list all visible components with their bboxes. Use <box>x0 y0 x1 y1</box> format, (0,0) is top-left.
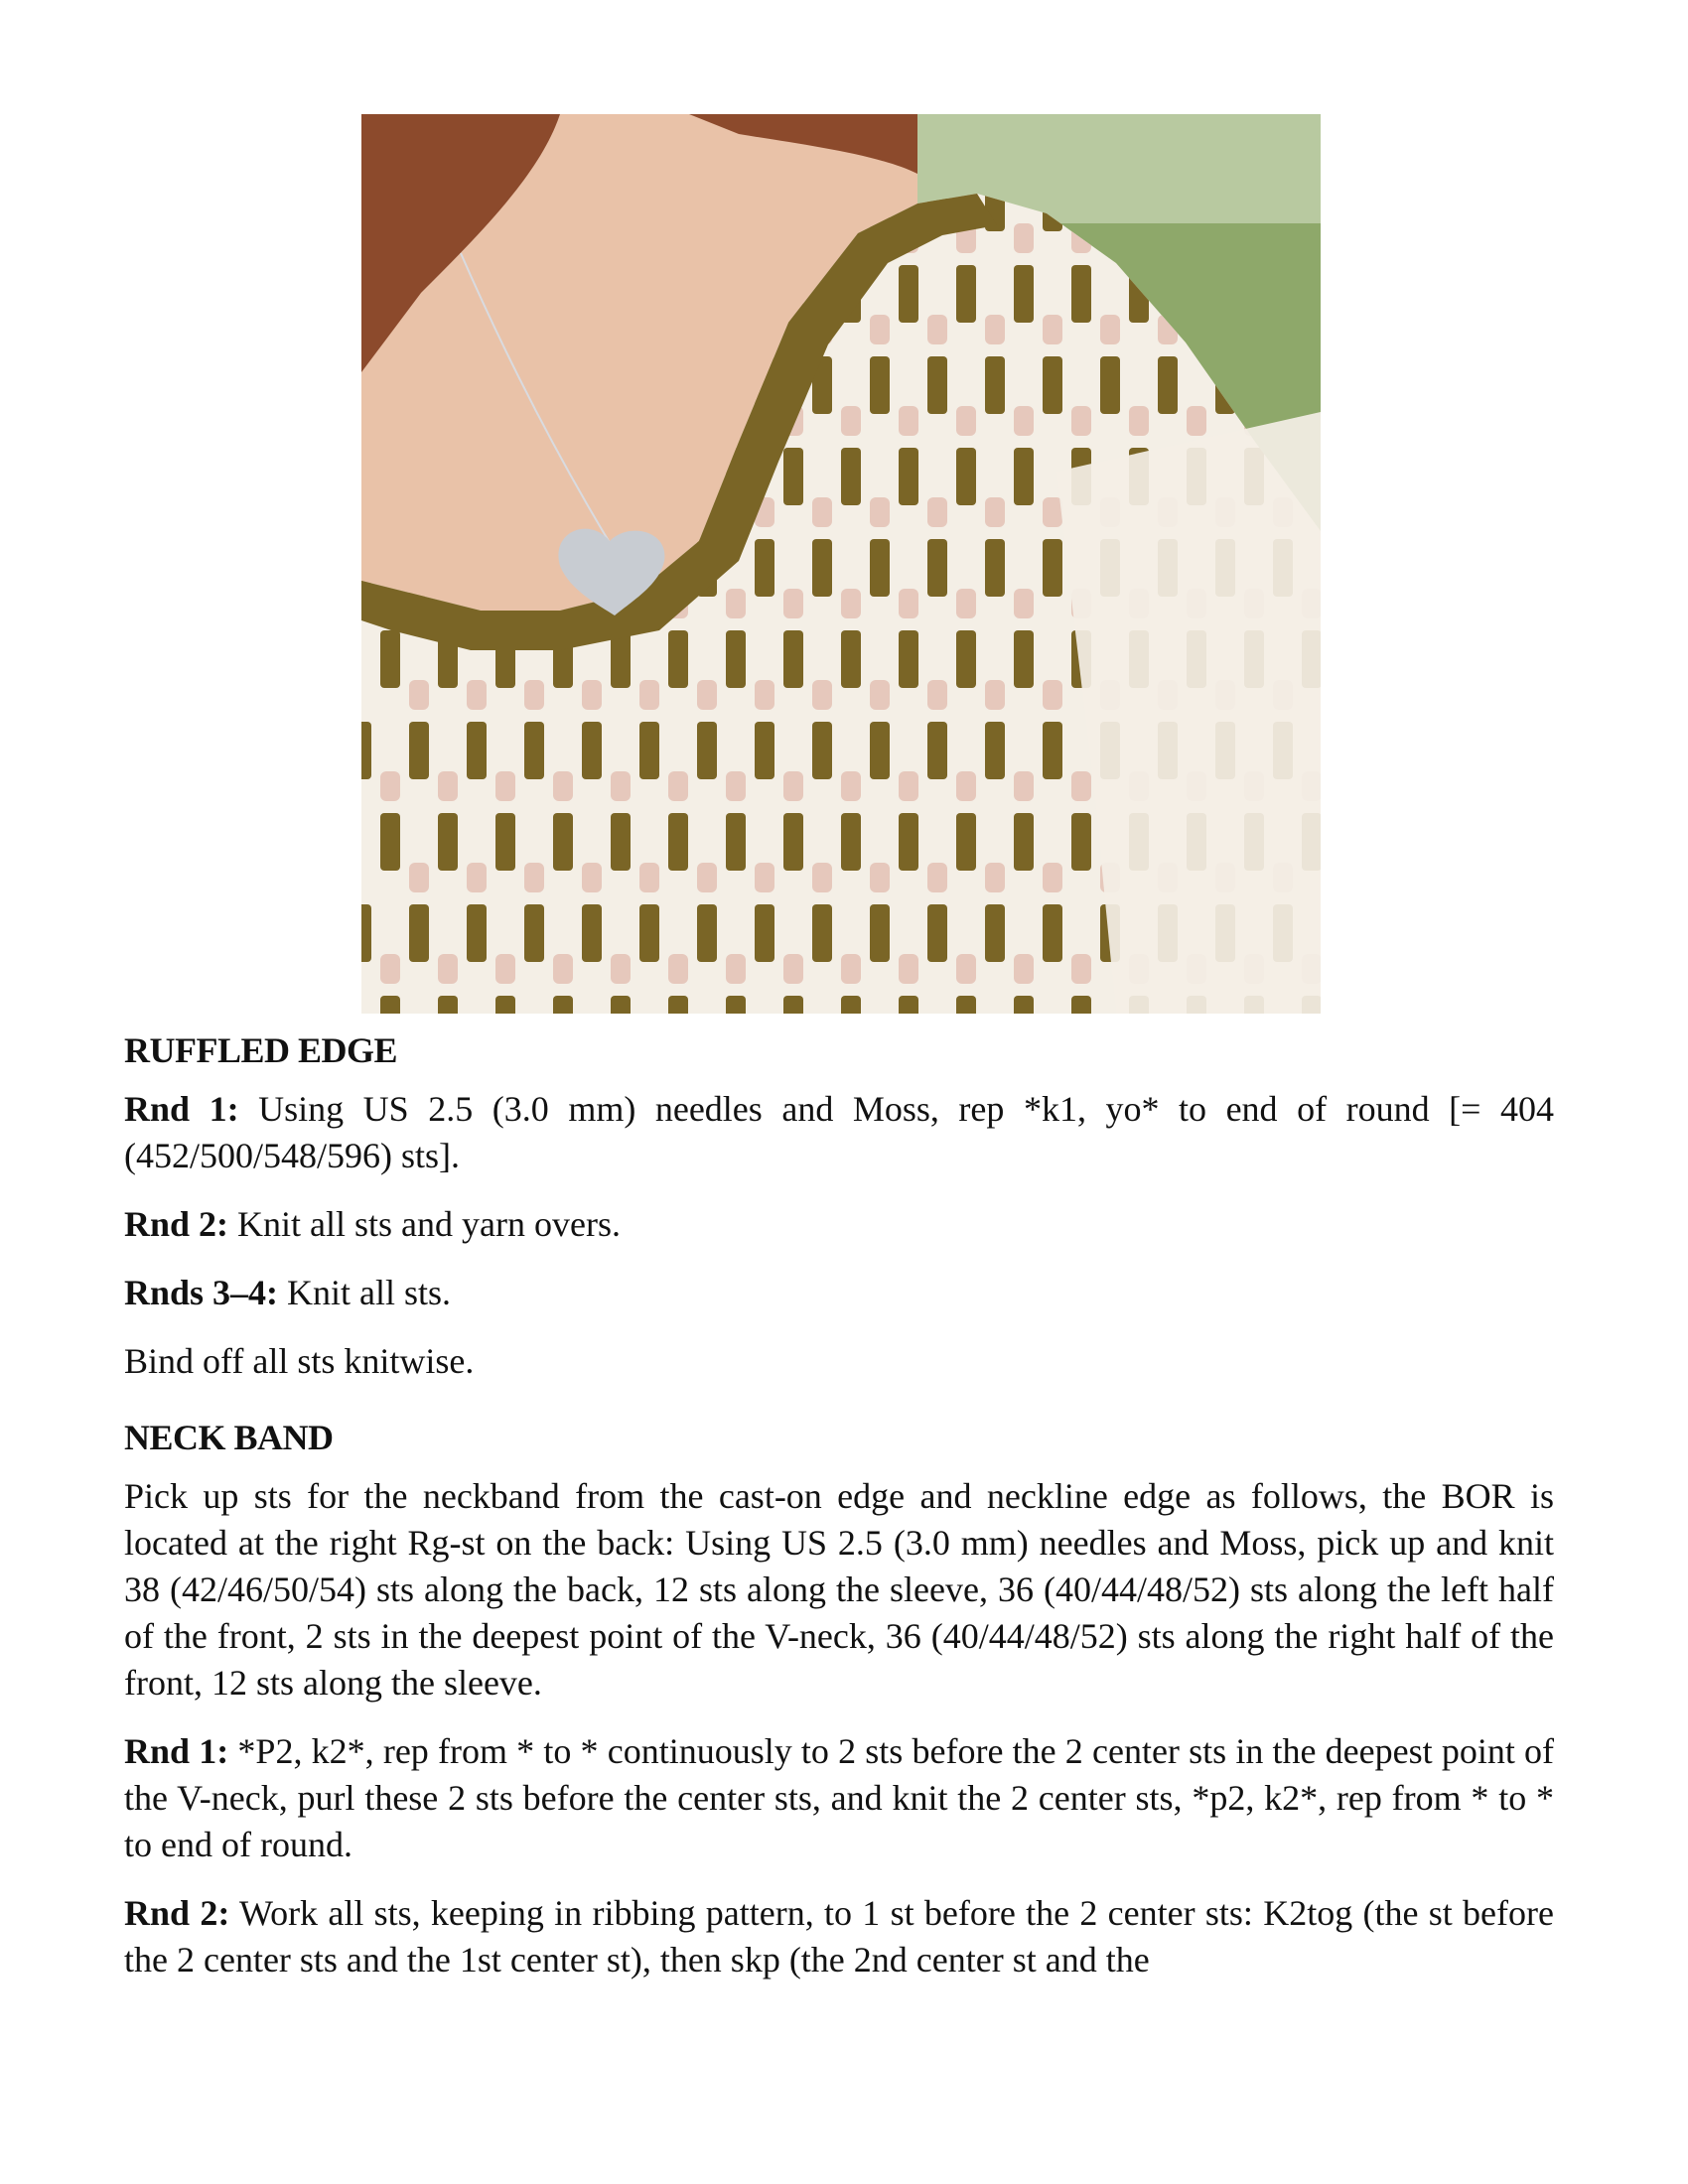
ruffled-rnds-3-4 <box>124 1270 1554 1316</box>
knit-sweater-photo-icon <box>361 114 1321 1014</box>
rnd-text: *P2, k2*, rep from * to * continuously to 2 sts before the 2 center sts in the deepest point of the V-neck, purl these 2 sts before the center sts, and knit the 2 center sts, *p2, k2*, rep from * to * to end of round. <box>124 1731 1555 1864</box>
rnd-text: Work all sts, keeping in ribbing pattern, to 1 st before the 2 center sts: K2tog (the st before the 2 center sts and the 1st center st), then skp (the 2nd center st and the <box>124 1893 1554 1979</box>
rnd-label: Rnd 2: <box>124 1893 230 1933</box>
neck-band-heading: NECK BAND <box>124 1418 334 1457</box>
ruffled-edge-heading: RUFFLED EDGE <box>124 1030 398 1070</box>
rnd-label: Rnd 2: <box>124 1204 229 1244</box>
sweater-photo <box>361 114 1321 1014</box>
ruffled-edge-section <box>124 1027 1554 1385</box>
ruffled-bind-off: Bind off all sts knitwise. <box>124 1341 475 1381</box>
ruffled-rnd-2 <box>124 1201 1554 1248</box>
rnd-label: Rnd 1: <box>124 1731 229 1771</box>
rnd-text: Knit all sts. <box>278 1273 452 1312</box>
neck-rnd-1 <box>124 1728 1554 1868</box>
rnd-label: Rnd 1: <box>124 1089 239 1129</box>
neck-band-intro: Pick up sts for the neckband from the cast-on edge and neckline edge as follows, the BOR is located at the right Rg-st on the back: Using US 2.5 (3.0 mm) needles and Moss, pick up and knit 38 (42/46/50/54) sts along the back, 12 sts along the sleeve, 36 (40/44/48/52) sts along the left half of the front, 2 sts in the deepest point of the V-neck, 36 (40/44/48/52) sts along the right half of the front, 12 sts along the sleeve. <box>124 1476 1554 1703</box>
neck-rnd-2 <box>124 1890 1554 1983</box>
rnd-text: Using US 2.5 (3.0 mm) needles and Moss, rep *k1, yo* to end of round [= 404 (452/500/548/596) sts]. <box>124 1089 1554 1175</box>
rnd-label: Rnds 3–4: <box>124 1273 279 1312</box>
rnd-text: Knit all sts and yarn overs. <box>228 1204 621 1244</box>
neck-band-section <box>124 1415 1554 1983</box>
ruffled-rnd-1 <box>124 1086 1554 1179</box>
